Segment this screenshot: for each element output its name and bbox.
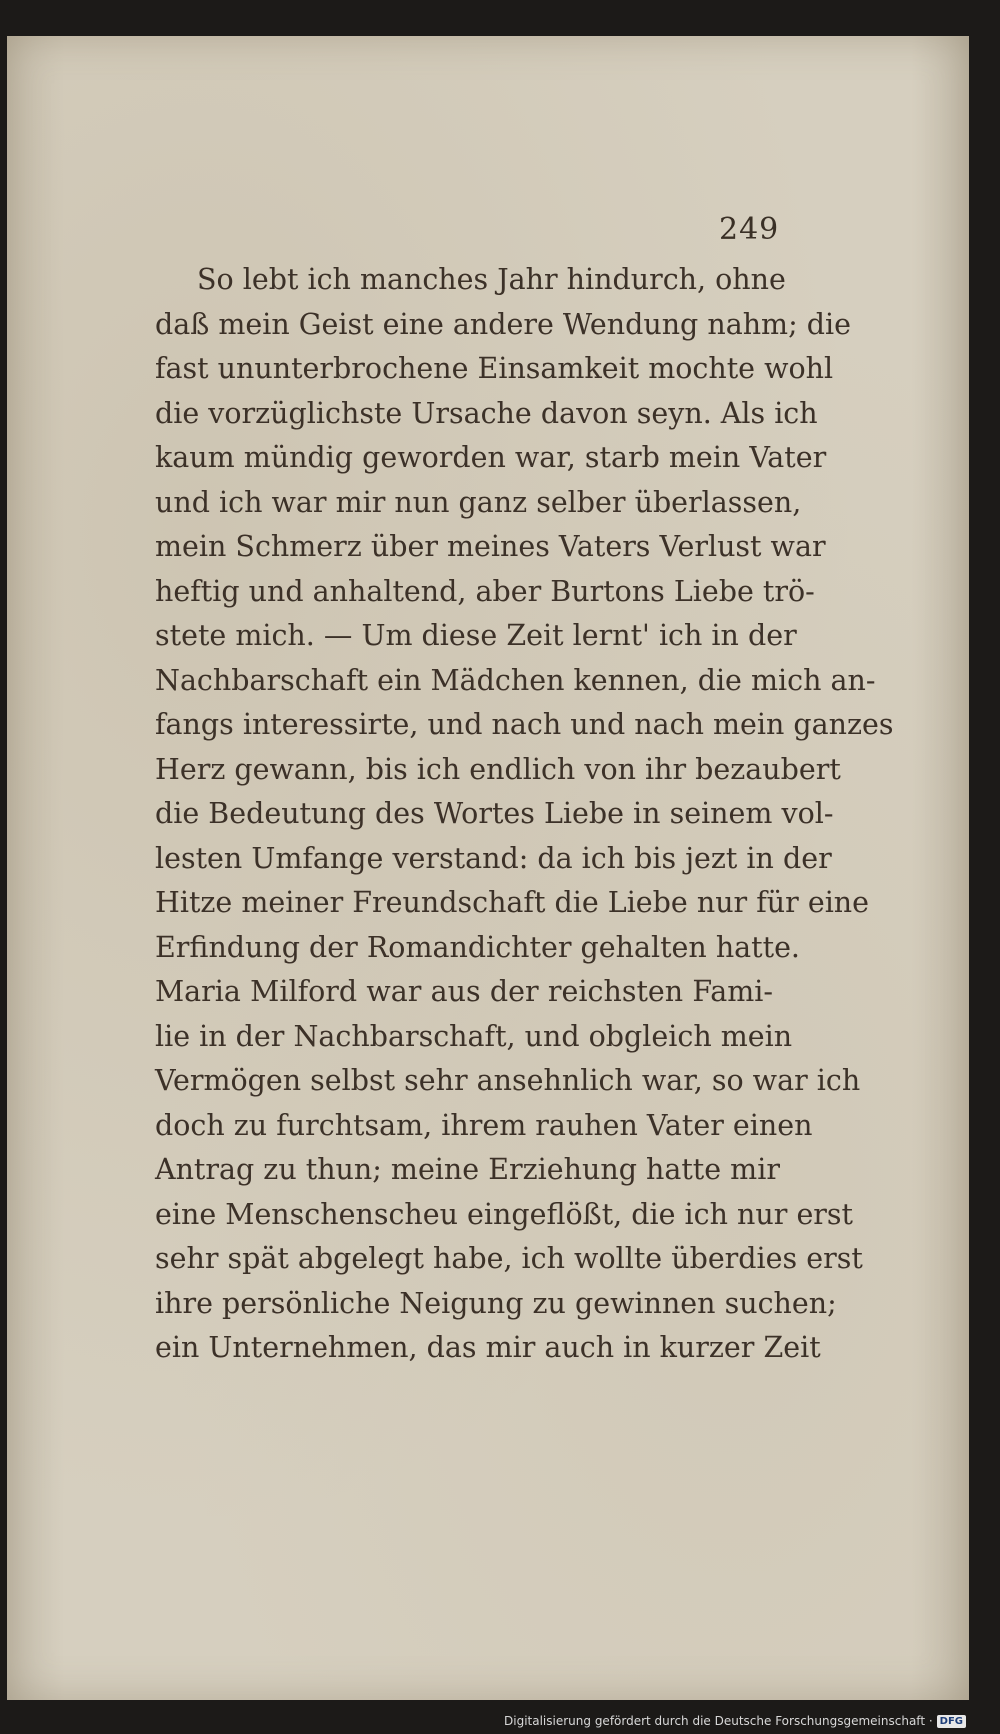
text-line: sehr spät abgelegt habe, ich wollte überdies erst: [155, 1242, 863, 1275]
text-line: lie in der Nachbarschaft, und obgleich mein: [155, 1019, 793, 1053]
text-line: daß mein Geist eine andere Wendung nahm; die: [155, 307, 851, 341]
text-line: eine Menschenscheu eingeflößt, die ich nur erst: [155, 1197, 854, 1231]
text-line: fast ununterbrochene Einsamkeit mochte wohl: [155, 352, 834, 385]
text-line: Nachbarschaft ein Mädchen kennen, die mich an-: [155, 663, 876, 697]
credit-text: Digitalisierung gefördert durch die Deutsche Forschungsgemeinschaft ·: [504, 1714, 933, 1728]
text-line: Hitze meiner Freundschaft die Liebe nur für eine: [155, 886, 870, 919]
page-number: 249: [719, 212, 780, 247]
text-line: ein Unternehmen, das mir auch in kurzer Zeit: [155, 1331, 821, 1364]
text-line: heftig und anhaltend, aber Burtons Liebe trö-: [155, 574, 815, 608]
text-line: lesten Umfange verstand: da ich bis jezt in der: [155, 841, 832, 875]
text-line: doch zu furchtsam, ihrem rauhen Vater einen: [155, 1108, 813, 1142]
text-line: So lebt ich manches Jahr hindurch, ohne: [197, 263, 786, 296]
dfg-logo-icon: DFG: [937, 1715, 966, 1728]
text-line: Erfindung der Romandichter gehalten hatte.: [155, 930, 800, 964]
digitization-credit: [504, 1714, 966, 1728]
text-line: die vorzüglichste Ursache davon seyn. Als ich: [155, 396, 818, 430]
page-text: [155, 258, 894, 1371]
text-line: die Bedeutung des Wortes Liebe in seinem vol-: [155, 797, 834, 830]
text-line: mein Schmerz über meines Vaters Verlust war: [155, 530, 826, 563]
text-line: ihre persönliche Neigung zu gewinnen suchen;: [155, 1286, 837, 1320]
text-line: Vermögen selbst sehr ansehnlich war, so war ich: [155, 1064, 861, 1097]
text-line: Maria Milford war aus der reichsten Fami-: [155, 975, 773, 1008]
text-line: fangs interessirte, und nach und nach mein ganzes: [155, 708, 894, 741]
text-line: kaum mündig geworden war, starb mein Vater: [155, 441, 827, 474]
text-line: Herz gewann, bis ich endlich von ihr bezaubert: [155, 752, 841, 786]
text-line: Antrag zu thun; meine Erziehung hatte mir: [155, 1153, 780, 1186]
text-line: stete mich. — Um diese Zeit lernt' ich in der: [155, 619, 797, 652]
book-page: [7, 36, 969, 1700]
text-line: und ich war mir nun ganz selber überlassen,: [155, 485, 802, 519]
